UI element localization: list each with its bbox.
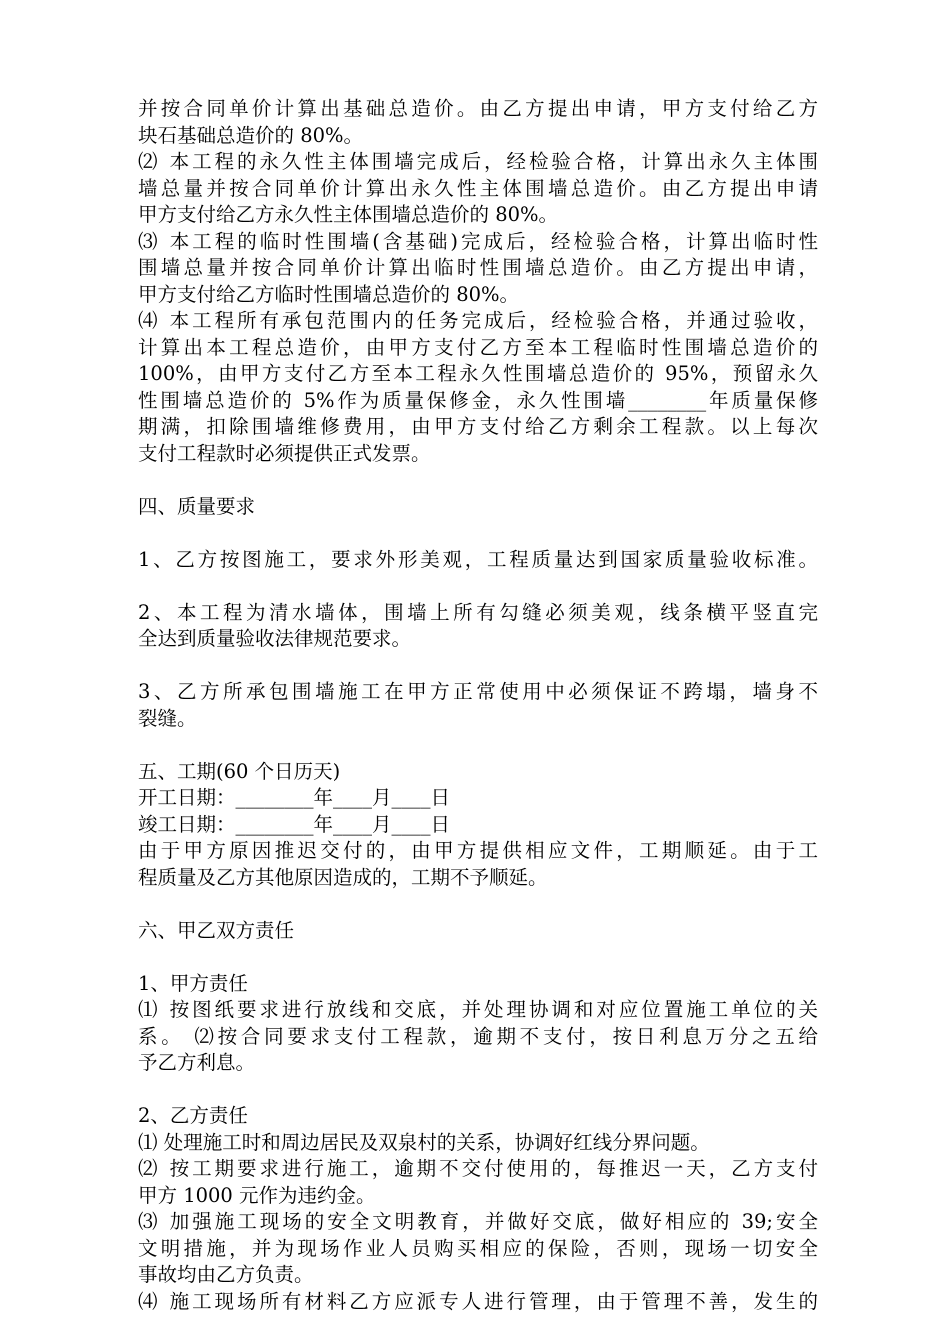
text-line: 全达到质量验收法律规范要求。	[138, 627, 412, 650]
text-line: 六、甲乙双方责任	[138, 918, 295, 942]
document-page	[138, 96, 818, 1315]
text-line: 3、乙方所承包围墙施工在甲方正常使用中必须保证不跨塌，墙身不	[138, 680, 818, 703]
text-line: 2、乙方责任	[138, 1104, 248, 1127]
text-line: ⑷ 施工现场所有材料乙方应派专人进行管理，由于管理不善，发生的	[138, 1289, 818, 1313]
text-line: 计算出本工程总造价，由甲方支付乙方至本工程临时性围墙总造价的	[138, 335, 818, 359]
text-line: ⑵ 按工期要求进行施工，逾期不交付使用的，每推迟一天，乙方支付	[138, 1157, 818, 1180]
text-line: 系。 ⑵按合同要求支付工程款，逾期不支付，按日利息万分之五给	[138, 1024, 818, 1048]
paragraph-gap	[138, 732, 818, 759]
text-line: ⑶ 本工程的临时性围墙(含基础)完成后，经检验合格，计算出临时性	[138, 229, 818, 253]
text-line: 开工日期：________年____月____日	[138, 786, 451, 809]
text-line: 甲方支付给乙方永久性主体围墙总造价的 80%。	[138, 203, 559, 226]
text-line: 支付工程款时必须提供正式发票。	[138, 441, 431, 465]
paragraph-gap	[138, 467, 818, 494]
text-line: 块石基础总造价的 80%。	[138, 123, 364, 147]
text-line: 裂缝。	[138, 706, 197, 730]
paragraph-gap	[138, 573, 818, 600]
text-line: 竣工日期：________年____月____日	[138, 812, 451, 836]
paragraph-gap	[138, 653, 818, 680]
text-line: 100%，由甲方支付乙方至本工程永久性围墙总造价的 95%，预留永久	[138, 362, 818, 385]
text-line: 性围墙总造价的 5%作为质量保修金，永久性围墙________年质量保修	[138, 388, 818, 412]
text-line: 四、质量要求	[138, 494, 256, 518]
text-line: ⑴ 按图纸要求进行放线和交底，并处理协调和对应位置施工单位的关	[138, 998, 818, 1021]
text-line: ⑵ 本工程的永久性主体围墙完成后，经检验合格，计算出永久主体围	[138, 150, 818, 173]
text-line: 1、甲方责任	[138, 971, 248, 995]
text-line: 2、本工程为清水墙体，围墙上所有勾缝必须美观，线条横平竖直完	[138, 600, 818, 624]
text-line: 事故均由乙方负责。	[138, 1263, 314, 1286]
paragraph-gap	[138, 891, 818, 918]
text-line: 程质量及乙方其他原因造成的，工期不予顺延。	[138, 865, 548, 889]
text-line: 1、乙方按图施工，要求外形美观，工程质量达到国家质量验收标准。	[138, 547, 818, 571]
text-line: 甲方 1000 元作为违约金。	[138, 1183, 376, 1207]
text-line: 由于甲方原因推迟交付的，由甲方提供相应文件，工期顺延。由于工	[138, 839, 818, 862]
paragraph-gap	[138, 1077, 818, 1104]
text-line: 围墙总量并按合同单价计算出临时性围墙总造价。由乙方提出申请，	[138, 256, 818, 279]
text-line: 并按合同单价计算出基础总造价。由乙方提出申请，甲方支付给乙方	[138, 97, 818, 120]
text-line: ⑶ 加强施工现场的安全文明教育，并做好交底，做好相应的 39;安全	[138, 1210, 818, 1233]
text-line: 五、工期(60 个日历天)	[138, 759, 341, 783]
paragraph-gap	[138, 944, 818, 971]
text-line: ⑷ 本工程所有承包范围内的任务完成后，经检验合格，并通过验收，	[138, 309, 818, 332]
text-line: 墙总量并按合同单价计算出永久性主体围墙总造价。由乙方提出申请	[138, 176, 818, 200]
text-line: 甲方支付给乙方临时性围墙总造价的 80%。	[138, 282, 520, 306]
text-line: 期满，扣除围墙维修费用，由甲方支付给乙方剩余工程款。以上每次	[138, 415, 818, 438]
text-line: 文明措施，并为现场作业人员购买相应的保险，否则，现场一切安全	[138, 1236, 818, 1260]
paragraph-gap	[138, 520, 818, 547]
text-line: ⑴ 处理施工时和周边居民及双泉村的关系，协调好红线分界问题。	[138, 1130, 710, 1154]
text-line: 予乙方利息。	[138, 1051, 256, 1074]
